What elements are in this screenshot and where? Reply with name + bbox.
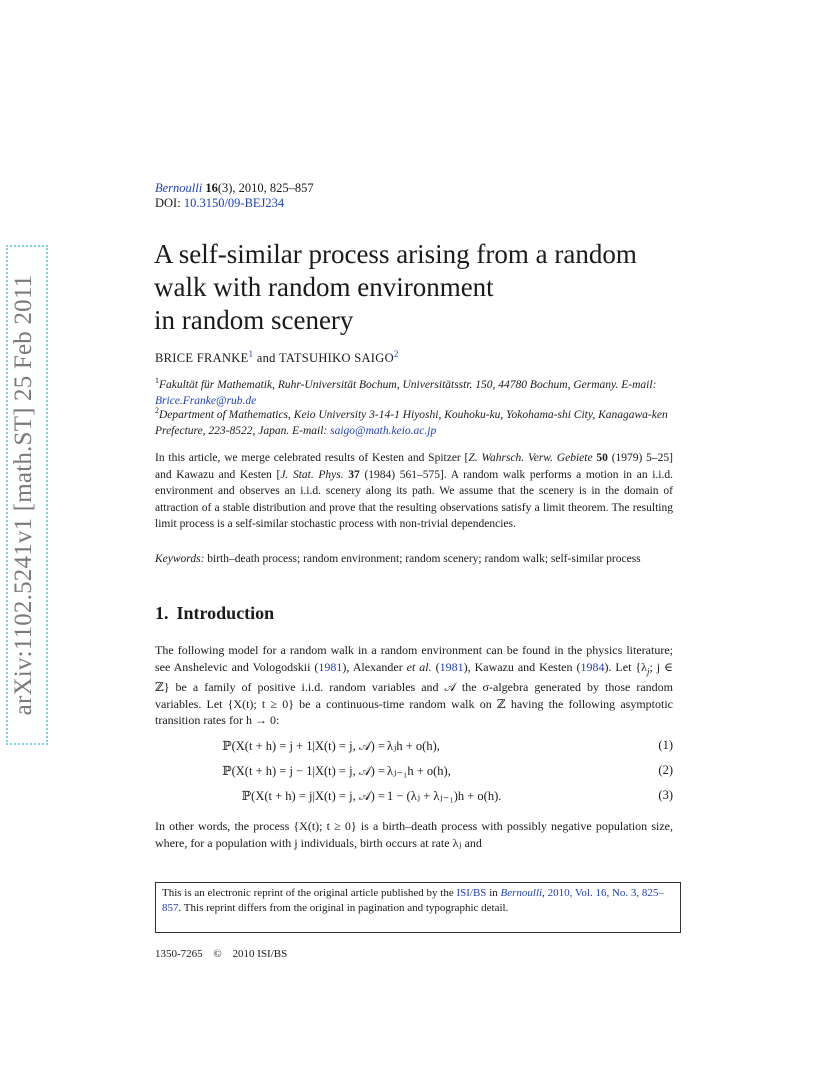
keywords-label: Keywords:: [155, 553, 205, 565]
abstract-text-2: (1979) 5–25] and Kawazu and Kesten [: [155, 452, 673, 481]
equation-2-lhs: ℙ(X(t + h) = j − 1|X(t) = j, 𝒜) =: [222, 764, 385, 778]
intro-text-6: ; j ∈ ℤ} be a family of positive i.i.d. random variables and 𝒜 the σ-algebra generated by those random variables. Let {X(t); t ≥ 0} be a continuous-time random walk on ℤ having the following asymptotic transition rates for h → 0:: [155, 659, 673, 728]
intro-text-4: ), Kawazu and Kesten (: [463, 659, 581, 674]
affiliation-2-marker: 2: [155, 406, 159, 415]
section-number: 1.: [155, 603, 169, 623]
reprint-citation-link[interactable]: 2010, Vol. 16, No. 3, 825–857: [162, 887, 664, 914]
abstract: [155, 450, 673, 533]
page-footer: [155, 948, 287, 960]
author-1: BRICE FRANKE: [155, 351, 249, 366]
abstract-ref1-volume: 50: [596, 452, 608, 464]
abstract-ref1-journal: Z. Wahrsch. Verw. Gebiete: [468, 452, 593, 464]
copyright-symbol: ©: [213, 948, 222, 960]
equation-1-number: (1): [658, 738, 673, 752]
affiliation-2-email[interactable]: saigo@math.keio.ac.jp: [330, 425, 437, 438]
abstract-text-3: (1984) 561–575]. A random walk performs a motion in an i.i.d. environment and observes an i.i.d. scenery along its path. We assume that the scenery is in the domain of attraction of a stable distribution and prove that the resulting observations satisfy a limit theorem. The resulting limit process is a self-similar stochastic process with non-trivial dependencies.: [155, 468, 674, 530]
title-line-2: walk with random environment: [154, 272, 494, 302]
equation-1-lhs: ℙ(X(t + h) = j + 1|X(t) = j, 𝒜) =: [222, 739, 385, 753]
copyright-holder: 2010 ISI/BS: [232, 948, 288, 960]
arxiv-stamp: arXiv:1102.5241v1 [math.ST] 25 Feb 2011: [10, 274, 37, 716]
doi-line: [155, 196, 284, 211]
reprint-text-4: . This reprint differs from the original in pagination and typographic detail.: [178, 902, 509, 914]
reprint-notice: [155, 882, 681, 933]
equation-2-rhs: λⱼ₋₁h + o(h),: [387, 764, 451, 778]
intro-etal: et al.: [406, 659, 432, 674]
journal-issue-pages: (3), 2010, 825–857: [217, 181, 314, 195]
section-heading-introduction: [155, 603, 274, 624]
doi-label: DOI:: [155, 196, 184, 210]
journal-link[interactable]: Bernoulli: [155, 181, 203, 195]
section-title: Introduction: [176, 603, 275, 623]
citation-alexander-1981[interactable]: 1981: [439, 659, 464, 674]
journal-citation: [155, 180, 314, 197]
equation-1: [155, 738, 673, 758]
affiliation-2-text: Department of Mathematics, Keio University 3-14-1 Hiyoshi, Kouhoku-ku, Yokohama-shi City, Kanagawa-ken Prefecture, 223-8522, Japan. E-mail:: [155, 408, 668, 438]
equation-2-number: (2): [658, 763, 673, 777]
equation-1-rhs: λⱼh + o(h),: [387, 739, 440, 753]
affiliation-1-text: Fakultät für Mathematik, Ruhr-Universität Bochum, Universitätsstr. 150, 44780 Bochum, Germany. E-mail:: [159, 378, 657, 391]
author-list: [155, 349, 399, 366]
issn: 1350-7265: [155, 948, 203, 960]
reprint-isibs-link[interactable]: ISI/BS: [456, 887, 487, 899]
intro-text-5: ). Let {λ: [604, 659, 647, 674]
intro-text-1: The following model for a random walk in a random environment can be found in the physics literature; see Anshelevic and Vologodskii (: [155, 643, 673, 674]
reprint-journal-link[interactable]: Bernoulli: [500, 887, 543, 899]
intro-paragraph: The following model for a random walk in a random environment can be found in the physics literature; see Anshelevic and Vologodskii (1981), Alexander et al. (1981), Kawazu and Kesten (1984). Let {$\lambda_j$; j ∈ ℤ} be a family of positive i.i.d. random variables and 𝒜 the σ-algebra generated by those random variables. Let {X(t); t ≥ 0} be a continuous-time random walk on ℤ having the following asymptotic transition rates for h → 0:: [155, 643, 673, 728]
equation-3: [155, 788, 673, 808]
citation-kawazu-1984[interactable]: 1984: [580, 659, 605, 674]
equation-2: [155, 763, 673, 783]
keywords-text: birth–death process; random environment; random scenery; random walk; self-similar process: [204, 553, 641, 565]
abstract-ref2-journal: J. Stat. Phys.: [280, 468, 344, 481]
intro-text-3: (: [431, 659, 440, 674]
abstract-text-1: In this article, we merge celebrated results of Kesten and Spitzer [: [155, 452, 469, 464]
doi-link[interactable]: 10.3150/09-BEJ234: [183, 196, 285, 210]
author-2: TATSUHIKO SAIGO: [278, 351, 394, 366]
after-equations-paragraph: In other words, the process {X(t); t ≥ 0} is a birth–death process with possibly negative population size, where, for a population with j individuals, birth occurs at rate λⱼ and: [155, 819, 673, 850]
author-2-affil-ref[interactable]: 2: [393, 349, 399, 359]
affiliation-1-marker: 1: [155, 376, 159, 385]
affiliation-1-email[interactable]: Brice.Franke@rub.de: [155, 395, 257, 408]
abstract-ref2-volume: 37: [348, 468, 360, 481]
intro-text-2: ), Alexander: [342, 659, 407, 674]
paper-title: [154, 238, 714, 337]
title-line-1: A self-similar process arising from a random: [154, 239, 637, 269]
equation-3-number: (3): [658, 788, 673, 802]
author-conjunction: and: [253, 351, 279, 366]
equation-3-rhs: 1 − (λⱼ + λⱼ₋₁)h + o(h).: [387, 789, 502, 803]
keywords: [155, 551, 673, 568]
reprint-text-3: ,: [542, 887, 548, 899]
title-line-3: in random scenery: [154, 305, 354, 335]
reprint-text-1: This is an electronic reprint of the original article published by the: [162, 887, 457, 899]
journal-volume: 16: [205, 181, 218, 195]
author-1-affil-ref[interactable]: 1: [248, 349, 254, 359]
reprint-text-2: in: [486, 887, 501, 899]
citation-anshelevic-1981[interactable]: 1981: [318, 659, 343, 674]
affiliation-2: [155, 403, 675, 440]
equation-3-lhs: ℙ(X(t + h) = j|X(t) = j, 𝒜) =: [241, 789, 385, 803]
